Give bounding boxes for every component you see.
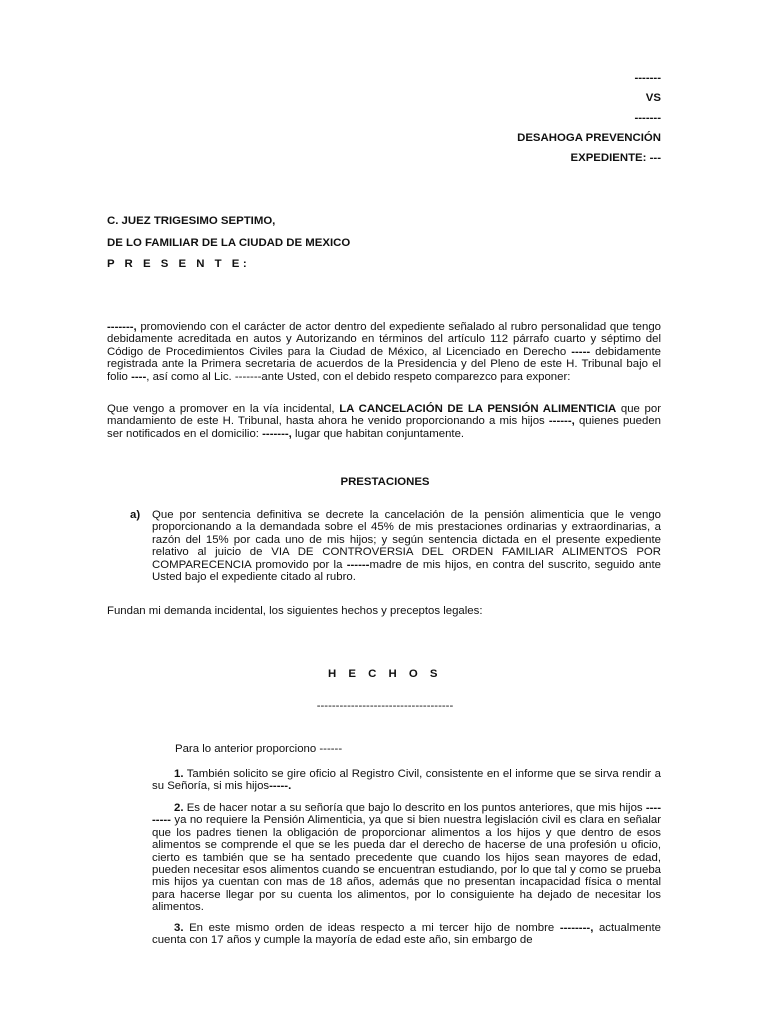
prestaciones-text-1: Que por sentencia definitiva se decrete la cancelación de la pensión alimenticia que le vengo proporcionando a la demandada sobre el 45% de mis prestaciones ordinarias y extraordinarias, a razón del 15% por cada uno de mis hijos; y según sentencia dictada en el presente expediente relativo al juicio de VIA DE CONTROVERSIA DEL ORDEN FAMILIAR ALIMENTOS POR COMPARECENCIA promovido por la bbox=[152, 509, 661, 571]
hechos-item-3-text-2: actualmente cuenta con 17 años y cumple la mayoría de edad este año, sin embargo de bbox=[152, 922, 661, 947]
hechos-item-3 bbox=[152, 922, 661, 947]
hechos-item-3-dashes: --------, bbox=[559, 922, 594, 934]
addressee-presente: P R E S E N T E: bbox=[107, 258, 251, 270]
hechos-item-1-text: También solicito se gire oficio al Registro Civil, consistente en el informe que se sirva rendir a su Señoría, si mis hijos bbox=[152, 768, 661, 793]
hechos-intro: Para lo anterior proporciono ------ bbox=[175, 743, 343, 755]
intro-text-3: , así como al Lic. -------ante Usted, con el debido respeto comparezco para exponer: bbox=[146, 370, 571, 383]
hechos-item-3-number: 3. bbox=[174, 922, 184, 934]
prestaciones-title: PRESTACIONES bbox=[340, 476, 430, 488]
promotion-text-1: Que vengo a promover en la vía incidental, bbox=[107, 403, 340, 415]
hechos-item-2-dashes: --------- bbox=[152, 802, 661, 827]
promotion-dashes-1: ------, bbox=[548, 415, 575, 428]
prestaciones-item-text bbox=[152, 509, 661, 583]
addressee-judge: C. JUEZ TRIGESIMO SEPTIMO, bbox=[107, 215, 276, 227]
promotion-paragraph bbox=[107, 403, 661, 440]
versus-label: VS bbox=[645, 92, 661, 104]
prestaciones-dashes: ------ bbox=[346, 558, 370, 571]
promotion-bold: LA CANCELACIÓN DE LA PENSIÓN ALIMENTICIA bbox=[339, 403, 617, 415]
fundan-paragraph: Fundan mi demanda incidental, los siguientes hechos y preceptos legales: bbox=[107, 605, 483, 617]
promotion-text-4: lugar que habitan conjuntamente. bbox=[291, 427, 465, 440]
hechos-item-2 bbox=[152, 802, 661, 914]
hechos-item-2-text-1: Es de hacer notar a su señoría que bajo lo descrito en los puntos anteriores, que mis hijos bbox=[183, 802, 646, 814]
intro-text: promoviendo con el carácter de actor dentro del expediente señalado al rubro personalidad que tengo debidamente acreditada en autos y Autorizando en términos del artículo 112 párrafo cuarto y séptimo del Código de Procedimientos Civiles para la Ciudad de México, al Licenciado en Derecho bbox=[107, 321, 661, 358]
case-number: EXPEDIENTE: --- bbox=[570, 152, 661, 164]
hechos-separator: ------------------------------------ bbox=[316, 700, 454, 712]
prestaciones-item-label: a) bbox=[130, 509, 141, 521]
document-type: DESAHOGA PREVENCIÓN bbox=[517, 132, 661, 144]
intro-dashes-2: ---- bbox=[131, 370, 147, 383]
party-actor: ------- bbox=[634, 72, 661, 84]
intro-text-2: debidamente registrada ante la Primera secretaria de acuerdos de la Presidencia y del Pleno de este H. Tribunal bajo el folio bbox=[107, 345, 661, 383]
intro-dashes-1: ----- bbox=[571, 345, 591, 358]
promotion-text-2: que por mandamiento de este H. Tribunal, hasta ahora he venido proporcionando a mis hijos bbox=[107, 403, 661, 428]
case-header bbox=[420, 68, 661, 168]
hechos-item-2-text-2: ya no requiere la Pensión Alimenticia, ya que si bien nuestra legislación civil es clara en señalar que los padres tienen la obligación de proporcionar alimentos a los hijos y que dentro de esos alimentos se comprende el que se les pueda dar el derecho de hacerse de una profesión u oficio, cierto es también que se ha sentado precedente que cuando los hijos sean mayores de edad, pueden necesitar esos alimentos cuando se encuentran estudiando, por lo que tal y como se prueba mis hijos ya cuentan con mas de 18 años, además que no presentan incapacidad física o mental para hacerse llegar por su cuenta los alimentos, por lo consiguiente ha dejado de necesitar los alimentos. bbox=[152, 814, 661, 914]
hechos-item-1-number: 1. bbox=[174, 768, 184, 780]
intro-name: -------, bbox=[107, 321, 137, 333]
promotion-text-3: quienes pueden ser notificados en el domicilio: bbox=[107, 415, 661, 440]
addressee-court: DE LO FAMILIAR DE LA CIUDAD DE MEXICO bbox=[107, 236, 351, 249]
promotion-dashes-2: -------, bbox=[262, 427, 292, 440]
hechos-item-2-number: 2. bbox=[174, 802, 184, 814]
hechos-item-3-text-1: En este mismo orden de ideas respecto a mi tercer hijo de nombre bbox=[183, 922, 560, 934]
prestaciones-text-2: madre de mis hijos, en contra del suscrito, seguido ante Usted bajo el expediente citado al rubro. bbox=[152, 558, 661, 584]
hechos-title: H E C H O S bbox=[327, 668, 443, 680]
party-defendant: ------- bbox=[634, 112, 661, 124]
hechos-item-1-dashes: -----. bbox=[269, 780, 292, 793]
intro-paragraph bbox=[107, 321, 661, 383]
hechos-item-1 bbox=[152, 768, 661, 793]
addressee-block bbox=[107, 211, 667, 276]
